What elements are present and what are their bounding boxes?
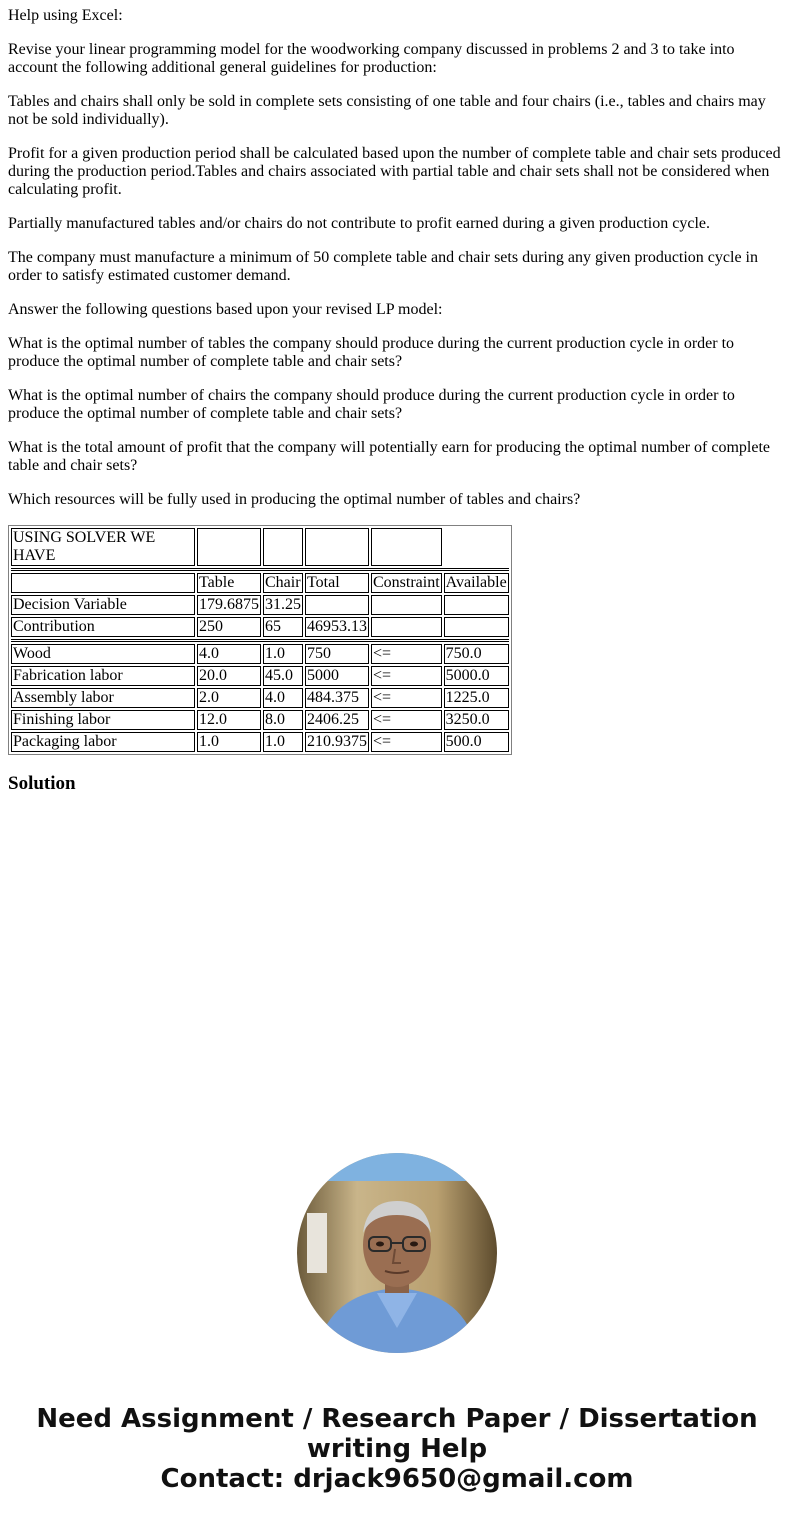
table-cell: 3250.0 xyxy=(444,710,509,730)
question-paragraph: What is the total amount of profit that the company will potentially earn for producing the optimal number of complete table and chair sets? xyxy=(8,439,771,474)
question-paragraph: What is the optimal number of tables the company should produce during the current production cycle in order to produce the optimal number of complete table and chair sets? xyxy=(8,335,735,370)
banner-line: Need Assignment / Research Paper / Dissertation xyxy=(36,1404,758,1434)
question-paragraph: Revise your linear programming model for the woodworking company discussed in problems 2 and 3 to take into account the following additional general guidelines for production: xyxy=(8,41,735,76)
table-cell xyxy=(197,528,261,566)
table-cell: 1.0 xyxy=(197,732,261,752)
table-cell: Packaging labor xyxy=(11,732,195,752)
table-cell: 250 xyxy=(197,617,261,637)
table-cell: 1.0 xyxy=(263,644,303,664)
table-separator xyxy=(11,568,509,571)
table-header-cell: Available xyxy=(445,574,507,591)
banner-contact-line: Contact: drjack9650@gmail.com xyxy=(160,1464,634,1494)
table-cell: 12.0 xyxy=(197,710,261,730)
contact-banner xyxy=(0,1404,794,1494)
solver-results-table xyxy=(8,525,512,755)
table-row xyxy=(11,528,509,566)
question-content xyxy=(8,7,788,755)
table-cell: 750 xyxy=(305,644,369,664)
table-cell: <= xyxy=(371,666,442,686)
table-cell: 8.0 xyxy=(263,710,303,730)
table-cell: 5000.0 xyxy=(444,666,509,686)
table-cell: 46953.13 xyxy=(307,618,367,635)
question-paragraph: Partially manufactured tables and/or chairs do not contribute to profit earned during a given production cycle. xyxy=(8,215,710,232)
table-header-cell: Total xyxy=(305,573,369,593)
table-row xyxy=(11,595,509,615)
question-title: Help using Excel: xyxy=(8,7,123,24)
table-cell: <= xyxy=(371,710,442,730)
table-cell: <= xyxy=(371,688,442,708)
table-cell xyxy=(263,528,303,566)
table-cell xyxy=(371,528,442,566)
table-header-cell xyxy=(11,573,195,593)
table-cell: Decision Variable xyxy=(11,595,195,615)
table-cell: 45.0 xyxy=(263,666,303,686)
table-row xyxy=(11,644,509,664)
table-cell: 65 xyxy=(263,617,303,637)
avatar-portrait-image xyxy=(297,1153,497,1353)
table-cell: <= xyxy=(371,732,442,752)
table-cell xyxy=(305,528,369,566)
table-cell: 4.0 xyxy=(197,644,261,664)
table-cell: 2.0 xyxy=(197,688,261,708)
table-separator xyxy=(11,639,509,642)
table-cell: 20.0 xyxy=(197,666,261,686)
table-cell: 31.25 xyxy=(265,596,301,613)
table-header-cell: Chair xyxy=(263,573,303,593)
table-cell: Finishing labor xyxy=(11,710,195,730)
table-cell: 2406.25 xyxy=(305,710,369,730)
table-cell: 750.0 xyxy=(444,644,509,664)
table-cell: 484.375 xyxy=(305,688,369,708)
question-paragraph: Profit for a given production period shall be calculated based upon the number of complete table and chair sets produced during the production period.Tables and chairs associated with partial table and chair sets shall not be considered when calculating profit. xyxy=(8,145,781,198)
table-row xyxy=(11,688,509,708)
table-cell xyxy=(371,595,442,615)
table-header-cell: Constraint xyxy=(373,574,440,591)
table-row xyxy=(11,666,509,686)
author-avatar xyxy=(297,1153,497,1353)
table-cell: 1225.0 xyxy=(444,688,509,708)
question-paragraph: What is the optimal number of chairs the company should produce during the current production cycle in order to produce the optimal number of complete table and chair sets? xyxy=(8,387,735,422)
table-cell: 4.0 xyxy=(263,688,303,708)
table-cell xyxy=(444,528,509,566)
table-cell: <= xyxy=(371,644,442,664)
table-cell: Wood xyxy=(11,644,195,664)
table-row xyxy=(11,710,509,730)
table-cell: 1.0 xyxy=(263,732,303,752)
table-cell: 210.9375 xyxy=(307,733,367,750)
table-row xyxy=(11,617,509,637)
table-cell xyxy=(444,595,509,615)
table-cell xyxy=(305,595,369,615)
question-paragraph: Which resources will be fully used in producing the optimal number of tables and chairs? xyxy=(8,491,581,508)
table-row xyxy=(11,732,509,752)
table-cell xyxy=(444,617,509,637)
table-cell xyxy=(371,617,442,637)
question-paragraph: The company must manufacture a minimum of 50 complete table and chair sets during any given production cycle in order to satisfy estimated customer demand. xyxy=(8,249,758,284)
banner-line: writing Help xyxy=(306,1434,488,1464)
table-header-cell: Table xyxy=(197,573,261,593)
table-cell: 179.6875 xyxy=(199,596,259,613)
table-cell: 5000 xyxy=(305,666,369,686)
table-header-row xyxy=(11,573,509,593)
solution-heading: Solution xyxy=(8,773,76,794)
table-cell: Contribution xyxy=(11,617,195,637)
question-paragraph: Answer the following questions based upon your revised LP model: xyxy=(8,301,443,318)
table-caption-cell: USING SOLVER WE HAVE xyxy=(11,528,195,566)
table-cell: Fabrication labor xyxy=(11,666,195,686)
table-cell: Assembly labor xyxy=(11,688,195,708)
question-paragraph: Tables and chairs shall only be sold in complete sets consisting of one table and four chairs (i.e., tables and chairs may not be sold individually). xyxy=(8,93,766,128)
table-cell: 500.0 xyxy=(444,732,509,752)
